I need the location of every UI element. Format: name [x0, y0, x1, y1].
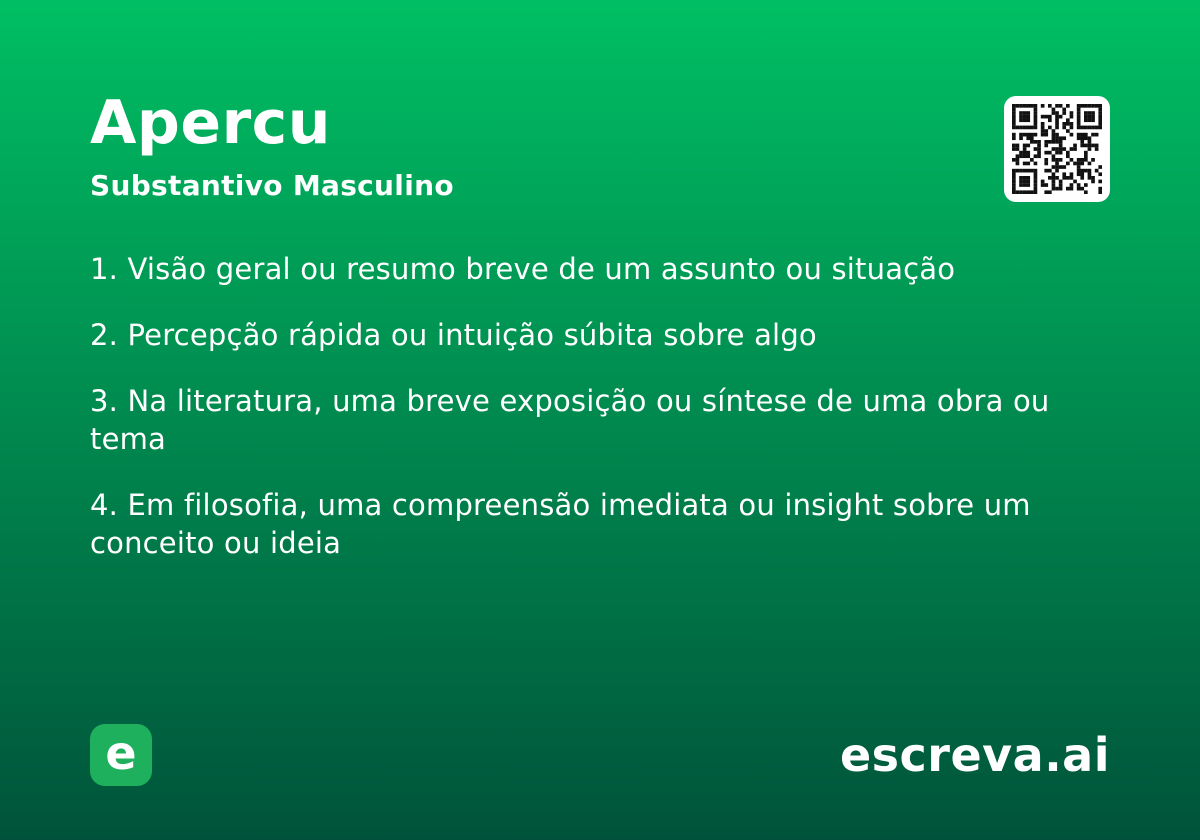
qr-code-icon [1004, 96, 1110, 202]
brand-logo-letter: e [105, 726, 137, 780]
definition-number: 2. [90, 318, 128, 352]
definition-text: Em filosofia, uma compreensão imediata ou insight sobre um conceito ou ideia [90, 488, 1031, 560]
word-title: Apercu [90, 88, 331, 158]
definition-number: 3. [90, 384, 128, 418]
definition-item-2 [90, 316, 1075, 354]
definition-item-1 [90, 250, 1075, 288]
definition-text: Na literatura, uma breve exposição ou síntese de uma obra ou tema [90, 384, 1050, 456]
card-footer [90, 724, 1110, 786]
definition-text: Visão geral ou resumo breve de um assunto ou situação [127, 252, 956, 286]
card-header [90, 88, 1110, 202]
definition-item-3 [90, 382, 1075, 458]
definition-number: 4. [90, 488, 128, 522]
brand-name: escreva.ai [839, 728, 1110, 782]
definitions-list [90, 250, 1075, 590]
qr-code-pattern [1012, 104, 1102, 194]
definition-text: Percepção rápida ou intuição súbita sobre algo [127, 318, 817, 352]
title-block [90, 88, 454, 202]
brand-logo-icon [90, 724, 152, 786]
definition-item-4 [90, 486, 1075, 562]
word-class-subtitle: Substantivo Masculino [90, 169, 454, 202]
definition-number: 1. [90, 252, 128, 286]
